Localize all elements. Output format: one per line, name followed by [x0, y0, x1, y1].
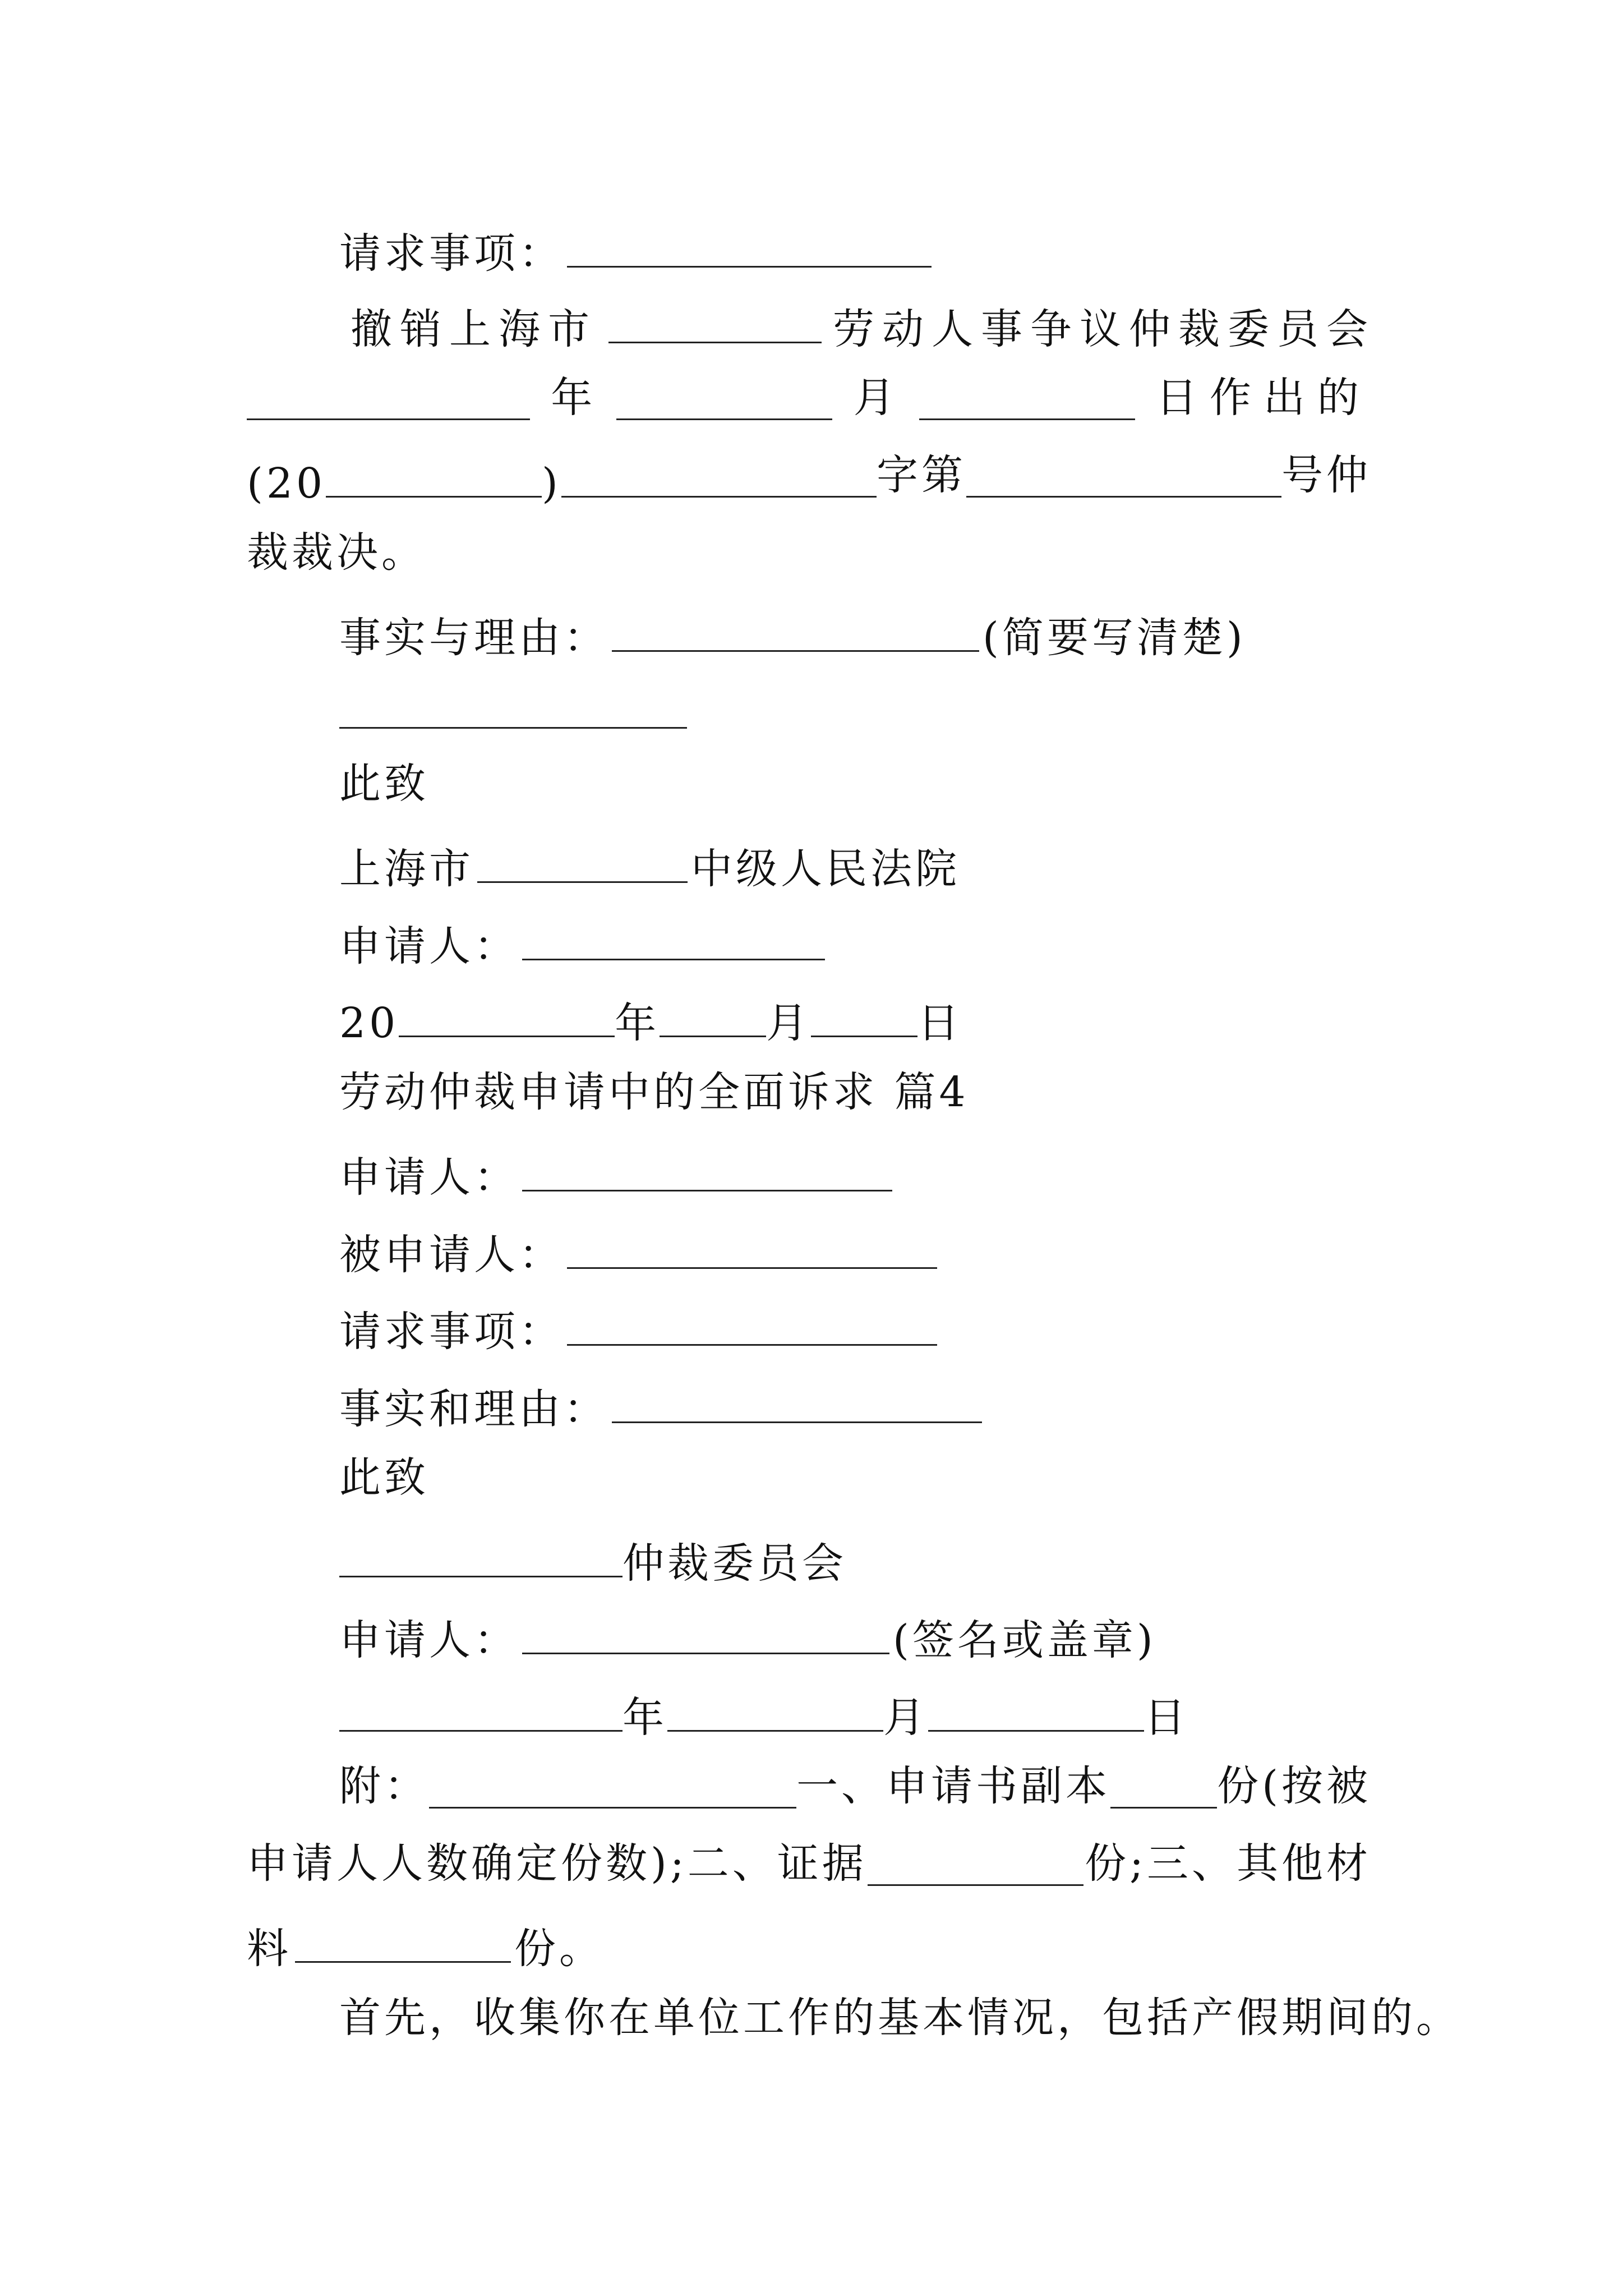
applicant-blank [522, 917, 825, 960]
court-city: 上海市 [339, 845, 474, 893]
salutation-line [339, 760, 429, 808]
attachment-line [339, 1762, 1371, 1810]
applicant-sign-blank [522, 1611, 889, 1654]
respondent-label: 被申请人： [339, 1231, 564, 1279]
day-blank [919, 377, 1135, 420]
ruling-line [247, 528, 426, 577]
applicant-label: 申请人： [339, 922, 519, 970]
applicant-sign-label: 申请人： [339, 1616, 519, 1664]
request-items-blank [567, 224, 932, 268]
number-text: 号仲 [1281, 451, 1371, 499]
salutation-text: 此致 [339, 760, 429, 808]
month-blank [616, 377, 832, 420]
applicant2-label: 申请人： [339, 1153, 519, 1202]
committee-blank [339, 1534, 623, 1577]
character-no-text: 字第 [876, 451, 966, 499]
sign-day-text: 日 [917, 999, 963, 1047]
evidence-blank [868, 1843, 1083, 1886]
facts-continuation-blank [339, 685, 687, 729]
section-heading [339, 1068, 969, 1116]
closing-text: 首先，收集你在单位工作的基本情况，包括产假期间的。 [339, 1994, 1461, 2042]
materials-unit-text: 份。 [514, 1925, 604, 1973]
final-year-text: 年 [623, 1694, 667, 1742]
sign-or-seal-note: (签名或盖章) [893, 1616, 1156, 1664]
copies-unit-text: 份(按被 [1217, 1762, 1371, 1810]
ruling-text: 裁裁决。 [247, 528, 426, 577]
facts2-label: 事实和理由： [339, 1385, 608, 1433]
year-blank [247, 377, 530, 420]
case-year-blank [326, 454, 542, 498]
other-materials-text: 份;三、其他材 [1085, 1839, 1371, 1888]
request2-label: 请求事项： [339, 1308, 564, 1356]
revoke-text: 撤销上海市 [351, 305, 597, 353]
attachment-label: 附： [339, 1762, 429, 1810]
applicant2-line [339, 1148, 896, 1202]
facts-label: 事实与理由： [339, 614, 608, 662]
final-date-line [339, 1688, 1189, 1742]
sign-month-blank [660, 994, 766, 1037]
final-month-blank [667, 1688, 883, 1732]
case-word-blank [561, 454, 877, 498]
evidence-text: 申请人人数确定份数);二、证据 [247, 1839, 867, 1888]
court-line [339, 840, 960, 893]
final-day-blank [928, 1688, 1144, 1732]
applicant2-blank [522, 1148, 892, 1191]
date-line [247, 374, 1371, 422]
final-day-text: 日 [1144, 1694, 1189, 1742]
sign-year-text: 年 [615, 999, 660, 1047]
made-on-text: 日作出的 [1155, 374, 1371, 422]
applicant-line [339, 917, 828, 970]
facts-blank [612, 609, 979, 652]
year-prefix: (20 [247, 459, 326, 508]
committee-line [339, 1534, 847, 1588]
copies-text: 一、申请书副本 [796, 1762, 1111, 1810]
final-year-blank [339, 1688, 623, 1732]
section-heading-text: 劳动仲裁申请中的全面诉求 篇4 [339, 1068, 969, 1116]
final-month-text: 月 [883, 1694, 928, 1742]
request2-line [339, 1303, 940, 1356]
facts-line [339, 609, 1246, 662]
court-blank [477, 840, 688, 883]
materials-text: 料 [247, 1925, 292, 1973]
request2-blank [567, 1303, 937, 1346]
month-text: 月 [853, 374, 898, 422]
committee-text: 仲裁委员会 [623, 1539, 847, 1588]
sign-year-prefix: 20 [339, 999, 399, 1047]
request-items-label: 请求事项： [339, 229, 564, 278]
district-blank [608, 300, 822, 343]
respondent-blank [567, 1226, 937, 1269]
materials-line [247, 1920, 604, 1973]
facts2-blank [612, 1380, 982, 1423]
revoke-line [351, 300, 1376, 353]
sign-year-blank [399, 994, 615, 1037]
year-text: 年 [551, 374, 596, 422]
sign-day-blank [811, 994, 917, 1037]
facts-note: (简要写清楚) [983, 614, 1246, 662]
copies-blank [1110, 1765, 1217, 1809]
attachment-cont-line [247, 1839, 1371, 1888]
closing-paragraph [339, 1994, 1461, 2042]
applicant-sign-line [339, 1611, 1156, 1664]
case-number-line [247, 451, 1371, 508]
facts-continuation-line [339, 685, 687, 735]
attachment-blank [429, 1765, 796, 1809]
paren-close: ) [542, 459, 561, 508]
sign-date-line [339, 994, 963, 1047]
respondent-line [339, 1226, 940, 1279]
request-items-line [339, 224, 935, 278]
sign-month-text: 月 [766, 999, 811, 1047]
materials-blank [295, 1920, 511, 1963]
salutation2-text: 此致 [339, 1453, 429, 1502]
salutation2-line [339, 1453, 429, 1502]
court-name: 中级人民法院 [691, 845, 960, 893]
case-no-blank [966, 454, 1281, 498]
facts2-line [339, 1380, 985, 1433]
arbitration-committee-text: 劳动人事争议仲裁委员会 [833, 305, 1376, 353]
